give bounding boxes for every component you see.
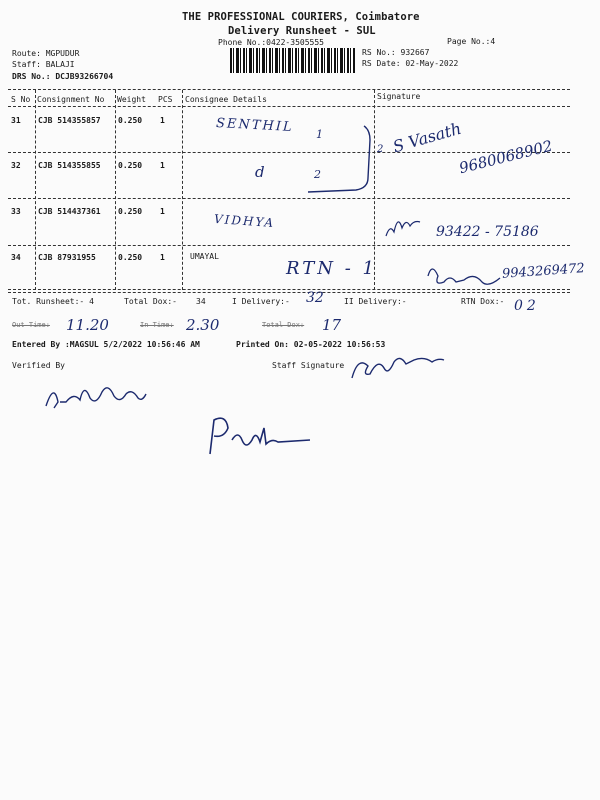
row-divider: [8, 198, 570, 199]
phone-number: Phone No.:0422-3505555: [218, 38, 324, 47]
table-top-rule: [8, 89, 570, 90]
header-pcs: PCS: [158, 95, 173, 104]
row-consignment: CJB 514437361: [38, 207, 101, 216]
in-time-value: 2.30: [186, 316, 220, 334]
col-divider: [115, 90, 116, 290]
row-consignment: CJB 514355857: [38, 116, 101, 125]
handwritten-mark: 2: [377, 144, 384, 155]
entered-by: Entered By :MAGSUL 5/2/2022 10:56:46 AM: [12, 340, 200, 349]
row-weight: 0.250: [118, 116, 143, 125]
handwritten-mark: 1: [316, 128, 323, 141]
handwritten-mark: d: [255, 163, 265, 181]
barcode: [230, 48, 355, 73]
row-weight: 0.250: [118, 207, 143, 216]
row-pcs: 1: [160, 116, 165, 125]
handwritten-rtn: RTN - 1: [286, 258, 377, 279]
out-time-value: 11.20: [66, 316, 109, 334]
verified-by: Verified By: [12, 361, 65, 370]
total-dox-label: Total Dox:-: [124, 297, 177, 306]
row-pcs: 1: [160, 207, 165, 216]
col-divider: [35, 90, 36, 290]
route: Route: MGPUDUR: [12, 49, 80, 58]
row-sno: 32: [11, 161, 21, 170]
rs-date: RS Date: 02-May-2022: [362, 59, 459, 68]
header-consignee: Consignee Details: [185, 95, 267, 104]
header-weight: Weight: [117, 95, 146, 104]
total-dox-value: 34: [196, 297, 206, 306]
staff: Staff: BALAJI: [12, 60, 75, 69]
phone-row1: 9680068902: [457, 136, 555, 178]
bracket-mark: [300, 120, 380, 200]
page-number: Page No.:4: [447, 37, 496, 46]
out-time-label: Out Time:: [12, 321, 50, 329]
rtn-dox-label: RTN Dox:-: [461, 297, 505, 306]
handwritten-mark: 2: [314, 168, 321, 181]
company-name: THE PROFESSIONAL COURIERS, Coimbatore: [182, 11, 420, 23]
table-header-rule: [8, 106, 570, 107]
header-signature: Signature: [377, 92, 421, 101]
ii-delivery-label: II Delivery:-: [344, 297, 407, 306]
total-value: 17: [322, 316, 342, 334]
drs-number: DRS No.: DCJB93266704: [12, 72, 114, 81]
signature-row3: [384, 206, 424, 242]
in-time-label: In Time:: [140, 321, 174, 329]
row-sno: 33: [11, 207, 21, 216]
handwritten-consignee: SENTHIL: [215, 115, 294, 136]
row-consignment: CJB 87931955: [38, 253, 96, 262]
row-consignee: UMAYAL: [190, 252, 219, 261]
footer-signature: [206, 410, 316, 460]
phone-row4: 9943269472: [501, 261, 586, 282]
i-delivery-label: I Delivery:-: [232, 297, 290, 306]
tot-runsheet: Tot. Runsheet:- 4: [12, 297, 94, 306]
row-consignment: CJB 514355855: [38, 161, 101, 170]
header-consignment: Consignment No: [37, 95, 105, 104]
staff-signature-label: Staff Signature: [272, 361, 345, 370]
row-pcs: 1: [160, 253, 165, 262]
table-bottom-rule: [8, 292, 570, 293]
rs-number: RS No.: 932667: [362, 48, 430, 57]
rtn-dox-value: 02: [514, 298, 540, 314]
verified-by-signature: [40, 372, 150, 414]
col-divider: [182, 90, 183, 290]
total-label: Total Dox:: [262, 321, 305, 329]
page-title: Delivery Runsheet - SUL: [228, 25, 376, 37]
row-divider: [8, 245, 570, 246]
printed-on: Printed On: 02-05-2022 10:56:53: [236, 340, 386, 349]
row-pcs: 1: [160, 161, 165, 170]
header-sno: S No: [11, 95, 31, 104]
row-sno: 34: [11, 253, 21, 262]
phone-row3: 93422 - 75186: [436, 224, 539, 240]
row-weight: 0.250: [118, 161, 143, 170]
signature-row1: S Vasath: [390, 118, 464, 157]
signature-row4: [424, 258, 504, 292]
row-sno: 31: [11, 116, 21, 125]
i-delivery-value: 32: [306, 290, 324, 306]
staff-signature-mark: [348, 348, 448, 388]
row-weight: 0.250: [118, 253, 143, 262]
handwritten-consignee: VIDHYA: [213, 211, 276, 231]
